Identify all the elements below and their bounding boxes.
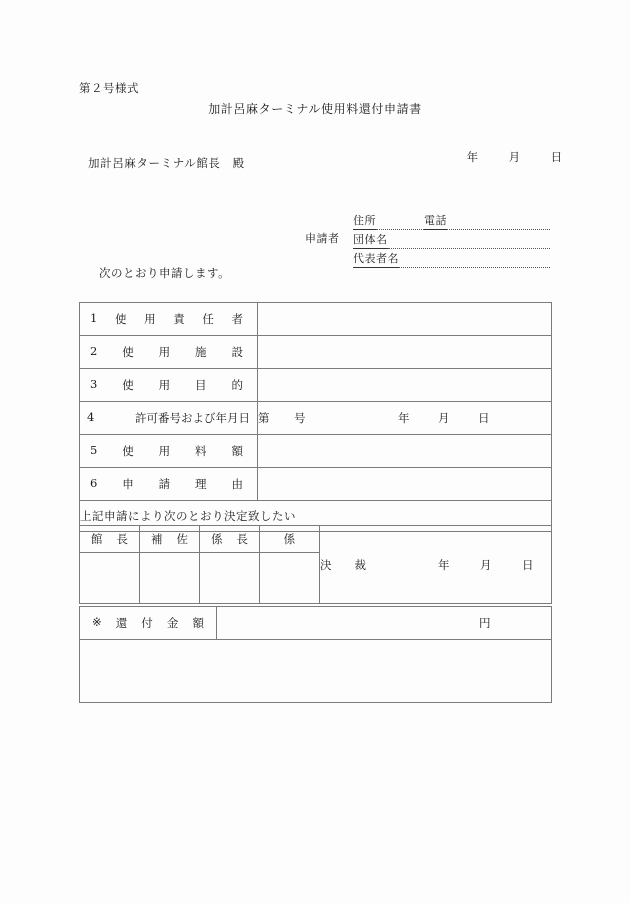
approval-col-director: 館 長: [80, 526, 140, 553]
refund-row: [80, 607, 552, 640]
stamp-box-assistant[interactable]: [140, 553, 200, 604]
table-row-6: [80, 468, 552, 501]
decision-year: 年: [438, 557, 450, 572]
row5-no: 5: [90, 443, 98, 457]
decision-cell: [320, 526, 552, 604]
representative-field[interactable]: [399, 252, 550, 268]
row1-label-cell: [80, 303, 258, 336]
row3-no: 3: [90, 377, 98, 391]
row3-value-cell[interactable]: [258, 369, 552, 402]
row5-value-cell[interactable]: [258, 435, 552, 468]
organization-field[interactable]: [388, 233, 551, 249]
approval-col-chief: 係 長: [200, 526, 260, 553]
form-number: 第２号様式: [79, 81, 139, 95]
row6-value-cell[interactable]: [258, 468, 552, 501]
addressee: 加計呂麻ターミナル館長 殿: [88, 156, 245, 170]
applicant-row-address: [353, 211, 550, 230]
row2-no: 2: [90, 344, 98, 358]
stamp-box-staff[interactable]: [260, 553, 320, 604]
table-row-1: [80, 303, 552, 336]
row1-no: 1: [90, 311, 98, 325]
refund-unit: 円: [479, 616, 491, 630]
row4-label-text: 許可番号および年月日: [135, 411, 250, 425]
row3-label: 3 使 用 目 的: [90, 377, 243, 392]
approval-col-staff: 係: [260, 526, 320, 553]
applicant-label: 申請者: [305, 232, 340, 245]
intro-text: 次のとおり申請します。: [99, 266, 231, 280]
permit-day: 日: [478, 411, 490, 425]
refund-value-cell[interactable]: [217, 607, 552, 640]
organization-label: 団体名: [353, 231, 388, 249]
decision-day: 日: [522, 557, 534, 572]
row2-value-cell[interactable]: [258, 336, 552, 369]
refund-label: ※ 還 付 金 額: [92, 615, 204, 630]
row5-label-cell: [80, 435, 258, 468]
row3-label-cell: [80, 369, 258, 402]
approval-col-assistant: 補 佐: [140, 526, 200, 553]
applicant-row-representative: [353, 249, 550, 268]
applicant-rows: [353, 211, 550, 268]
row6-label: 6 申 請 理 由: [90, 476, 243, 491]
table-row-3: [80, 369, 552, 402]
row4-no: 4: [87, 410, 95, 424]
date-day: 日: [550, 150, 563, 164]
row5-label: 5 使 用 料 額: [90, 443, 243, 458]
document-title: 加計呂麻ターミナル使用料還付申請書: [208, 102, 422, 116]
table-row-5: [80, 435, 552, 468]
note-row: [80, 640, 552, 703]
row2-label-cell: [80, 336, 258, 369]
application-table: [79, 302, 552, 532]
row4-label-cell: [80, 402, 258, 435]
date-month: 月: [508, 150, 521, 164]
date-year: 年: [466, 150, 479, 164]
decision-month: 月: [480, 557, 492, 572]
row6-label-cell: [80, 468, 258, 501]
approval-table: [79, 525, 552, 604]
approval-header-row: [80, 526, 552, 553]
phone-field[interactable]: [447, 214, 550, 230]
address-field[interactable]: [376, 214, 424, 230]
row2-label: 2 使 用 施 設: [90, 344, 243, 359]
permit-no-suffix: 号: [294, 411, 306, 425]
row1-value-cell[interactable]: [258, 303, 552, 336]
permit-year: 年: [398, 411, 410, 425]
note-box[interactable]: [80, 640, 552, 703]
row6-no: 6: [90, 476, 98, 490]
stamp-box-chief[interactable]: [200, 553, 260, 604]
row1-label: 1 使 用 責 任 者: [90, 311, 243, 326]
decision-statement: 上記申請により次のとおり決定致したい: [80, 501, 552, 532]
refund-mark: ※: [92, 615, 102, 629]
decision-label: 決 裁: [320, 557, 366, 572]
applicant-row-organization: [353, 230, 550, 249]
table-row-4: [80, 402, 552, 435]
refund-label-cell: [80, 607, 217, 640]
table-row-2: [80, 336, 552, 369]
phone-label: 電話: [424, 212, 447, 230]
address-label: 住所: [353, 212, 376, 230]
row4-value-cell[interactable]: [258, 402, 552, 435]
refund-table: [79, 606, 552, 703]
row4-label: [80, 410, 257, 426]
representative-label: 代表者名: [353, 250, 399, 268]
permit-no-prefix: 第: [258, 411, 270, 425]
stamp-box-director[interactable]: [80, 553, 140, 604]
permit-month: 月: [438, 411, 450, 425]
date-line: [450, 135, 563, 179]
